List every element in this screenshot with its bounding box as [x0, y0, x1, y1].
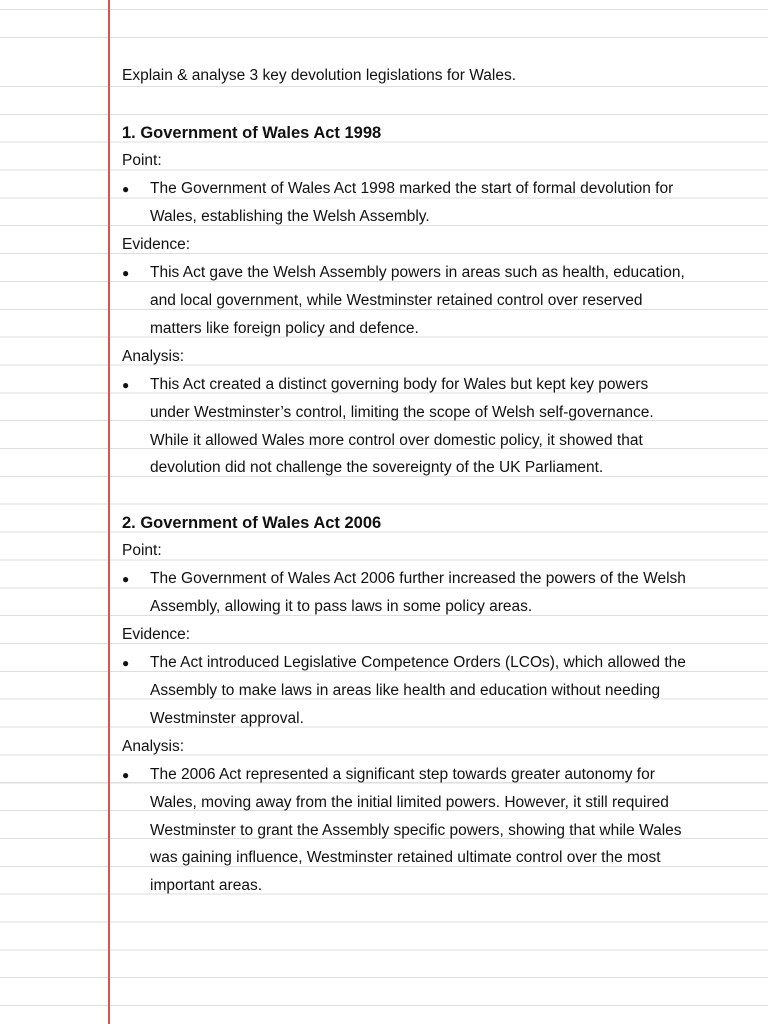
analysis-text-line: devolution did not challenge the sovereignty of the UK Parliament.	[150, 459, 604, 476]
section-heading: 1. Government of Wales Act 1998	[122, 124, 382, 142]
point-text-line: The Government of Wales Act 1998 marked the start of formal devolution for	[150, 180, 674, 197]
bullet-icon: ●	[122, 572, 130, 586]
analysis-text-line: Westminster to grant the Assembly specific powers, showing that while Wales	[150, 822, 682, 839]
analysis-text-line: This Act created a distinct governing body for Wales but kept key powers	[150, 376, 649, 393]
evidence-label: Evidence:	[122, 626, 191, 643]
evidence-text-line: matters like foreign policy and defence.	[150, 320, 419, 337]
analysis-text-line: under Westminster’s control, limiting the scope of Welsh self-governance.	[150, 404, 654, 421]
point-label: Point:	[122, 152, 162, 169]
margin-line	[108, 0, 110, 1024]
evidence-label: Evidence:	[122, 236, 191, 253]
bullet-icon: ●	[122, 656, 130, 670]
evidence-text-line: Westminster approval.	[150, 710, 304, 727]
evidence-text-line: The Act introduced Legislative Competence Orders (LCOs), which allowed the	[150, 654, 686, 671]
evidence-text-line: Assembly to make laws in areas like health and education without needing	[150, 682, 661, 699]
evidence-text-line: and local government, while Westminster retained control over reserved	[150, 292, 643, 309]
section-heading: 2. Government of Wales Act 2006	[122, 514, 382, 532]
bullet-icon: ●	[122, 768, 130, 782]
evidence-text-line: This Act gave the Welsh Assembly powers in areas such as health, education,	[150, 264, 685, 281]
analysis-text-line: was gaining influence, Westminster retained ultimate control over the most	[150, 849, 661, 866]
analysis-text-line: While it allowed Wales more control over domestic policy, it showed that	[150, 432, 643, 449]
point-text-line: Wales, establishing the Welsh Assembly.	[150, 208, 430, 225]
bullet-icon: ●	[122, 378, 130, 392]
analysis-text-line: important areas.	[150, 877, 262, 894]
point-label: Point:	[122, 542, 162, 559]
prompt-text: Explain & analyse 3 key devolution legislations for Wales.	[122, 67, 517, 84]
analysis-label: Analysis:	[122, 738, 185, 755]
analysis-label: Analysis:	[122, 348, 185, 365]
bullet-icon: ●	[122, 266, 130, 280]
analysis-text-line: The 2006 Act represented a significant step towards greater autonomy for	[150, 766, 655, 783]
point-text-line: Assembly, allowing it to pass laws in some policy areas.	[150, 598, 533, 615]
point-text-line: The Government of Wales Act 2006 further increased the powers of the Welsh	[150, 570, 686, 587]
analysis-text-line: Wales, moving away from the initial limited powers. However, it still required	[150, 794, 669, 811]
bullet-icon: ●	[122, 182, 130, 196]
